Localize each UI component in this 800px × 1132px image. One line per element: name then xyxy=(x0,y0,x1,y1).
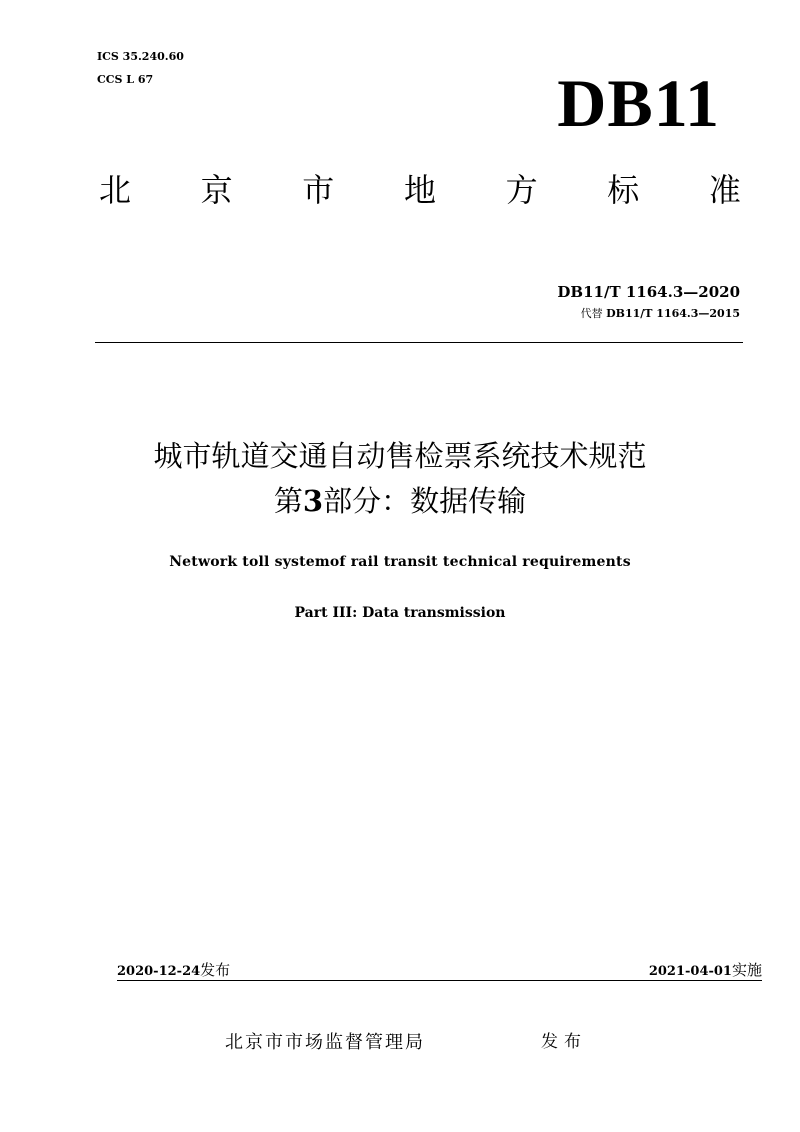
issue-date: 2020-12-24 xyxy=(117,964,201,979)
standard-type-char: 准 xyxy=(708,171,741,209)
publish-label: 发布 xyxy=(541,1032,587,1052)
ccs-code: CCS L 67 xyxy=(97,73,154,86)
title-chinese-line1: 城市轨道交通自动售检票系统技术规范 xyxy=(153,439,647,473)
db-logo: DB11 xyxy=(557,65,720,141)
replaces-number: DB11/T 1164.3—2015 xyxy=(606,307,740,320)
standard-type-char: 北 xyxy=(98,171,131,209)
title-chinese-line2 xyxy=(0,481,800,521)
standard-type-title xyxy=(95,168,745,212)
implementation-date: 2021-04-01 xyxy=(648,964,732,979)
header-divider xyxy=(95,342,743,343)
standard-type-char: 京 xyxy=(200,171,233,209)
footer-divider xyxy=(117,980,762,981)
part-prefix: 第 xyxy=(273,484,303,518)
standard-type-char: 地 xyxy=(403,171,436,209)
replaces-label: 代替 xyxy=(580,307,603,320)
ics-code: ICS 35.240.60 xyxy=(97,50,184,63)
standard-type-char: 市 xyxy=(302,171,335,209)
standard-number: DB11/T 1164.3—2020 xyxy=(557,283,740,301)
issue-date-line xyxy=(117,960,230,982)
part-title: 部分：数据传输 xyxy=(323,484,527,518)
implementation-label: 实施 xyxy=(731,961,762,979)
title-english-line2: Part III: Data transmission xyxy=(294,605,506,621)
title-english-line1: Network toll systemof rail transit technical requirements xyxy=(169,554,631,570)
part-number: 3 xyxy=(302,484,324,518)
standard-type-char: 方 xyxy=(505,171,538,209)
publisher-name: 北京市市场监督管理局 xyxy=(225,1032,425,1053)
implementation-date-line xyxy=(649,960,762,982)
standard-type-char: 标 xyxy=(607,171,640,209)
issue-label: 发布 xyxy=(200,961,231,979)
replaces-line xyxy=(581,306,740,322)
